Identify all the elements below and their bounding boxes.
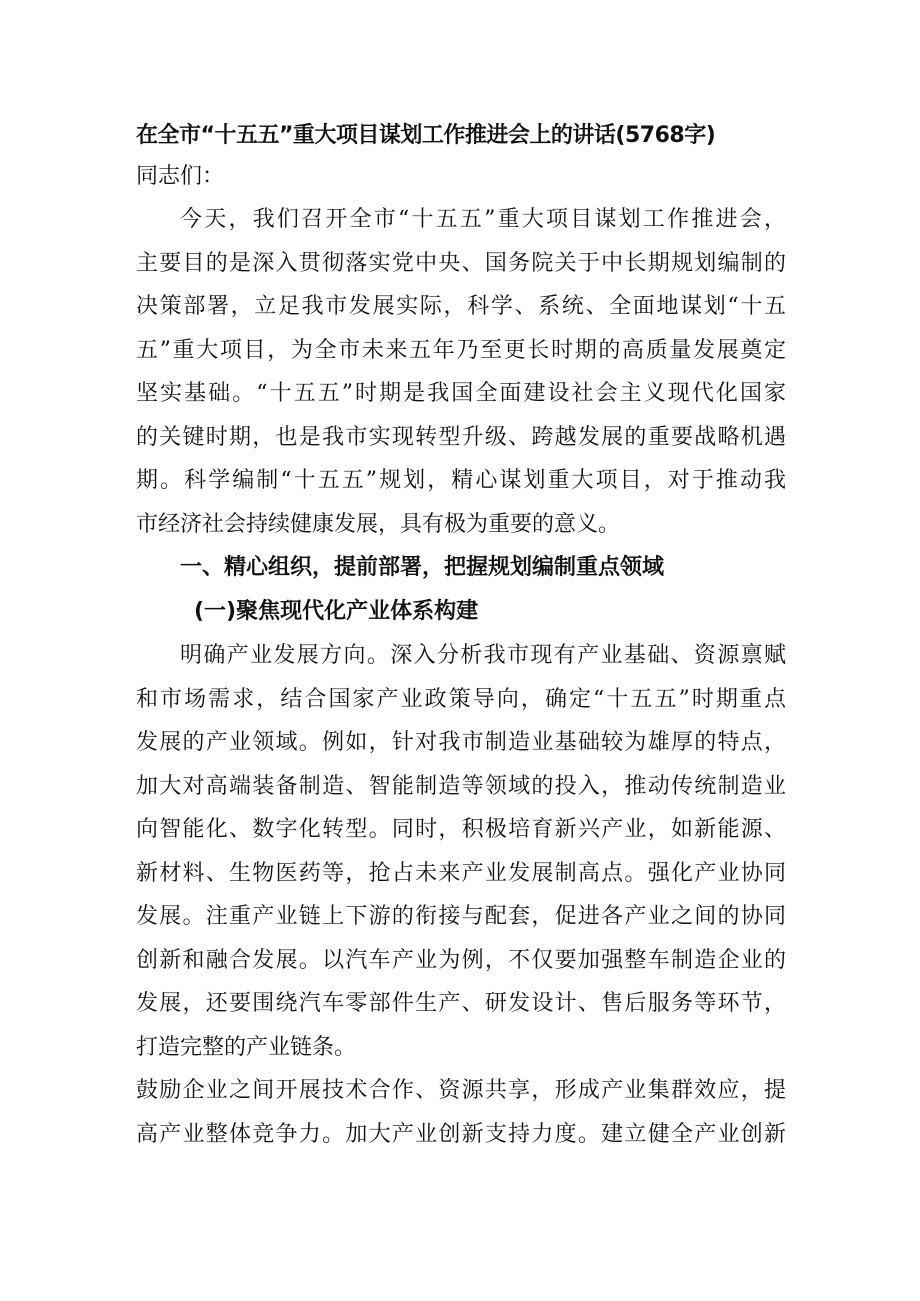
body-line: 发展，还要围绕汽车零部件生产、研发设计、售后服务等环节， — [136, 991, 786, 1016]
continuation-line: 高产业整体竞争力。加大产业创新支持力度。建立健全产业创新 — [136, 1121, 786, 1147]
body-line: 发展的产业领域。例如，针对我市制造业基础较为雄厚的特点， — [136, 730, 786, 755]
intro-line: 决策部署，立足我市发展实际，科学、系统、全面地谋划“十五 — [136, 294, 786, 319]
continuation-line: 鼓励企业之间开展技术合作、资源共享，形成产业集群效应，提 — [136, 1078, 786, 1103]
subsection-heading: (一)聚焦现代化产业体系构建 — [194, 599, 479, 624]
intro-line: 今天，我们召开全市“十五五”重大项目谋划工作推进会， — [180, 207, 786, 232]
body-line: 加大对高端装备制造、智能制造等领域的投入，推动传统制造业 — [136, 773, 786, 799]
body-line: 明确产业发展方向。深入分析我市现有产业基础、资源禀赋 — [180, 643, 786, 668]
body-line: 向智能化、数字化转型。同时，积极培育新兴产业，如新能源、 — [136, 817, 786, 842]
intro-line: 期。科学编制“十五五”规划，精心谋划重大项目，对于推动我 — [136, 468, 786, 493]
intro-line: 五”重大项目，为全市未来五年乃至更长时期的高质量发展奠定 — [136, 337, 786, 363]
intro-line: 市经济社会持续健康发展，具有极为重要的意义。 — [136, 511, 621, 537]
intro-paragraph — [136, 198, 786, 546]
document-title: 在全市“十五五”重大项目谋划工作推进会上的讲话(5768字) — [136, 123, 716, 148]
body-line: 创新和融合发展。以汽车产业为例，不仅要加强整车制造企业的 — [136, 947, 786, 973]
salutation: 同志们： — [136, 164, 225, 189]
body-line: 发展。注重产业链上下游的衔接与配套，促进各产业之间的协同 — [136, 904, 786, 929]
section-heading: 一、精心组织，提前部署，把握规划编制重点领域 — [180, 555, 665, 580]
body-paragraph — [136, 634, 786, 1069]
intro-line: 坚实基础。“十五五”时期是我国全面建设社会主义现代化国家 — [136, 381, 786, 406]
body-line: 和市场需求，结合国家产业政策导向，确定“十五五”时期重点 — [136, 686, 786, 712]
body-line: 打造完整的产业链条。 — [136, 1034, 357, 1060]
continuation-paragraph — [136, 1069, 786, 1156]
document-body — [136, 116, 786, 1156]
intro-line: 主要目的是深入贯彻落实党中央、国务院关于中长期规划编制的 — [136, 250, 786, 276]
intro-line: 的关键时期，也是我市实现转型升级、跨越发展的重要战略机遇 — [136, 424, 786, 450]
body-line: 新材料、生物医药等，抢占未来产业发展制高点。强化产业协同 — [136, 860, 786, 886]
